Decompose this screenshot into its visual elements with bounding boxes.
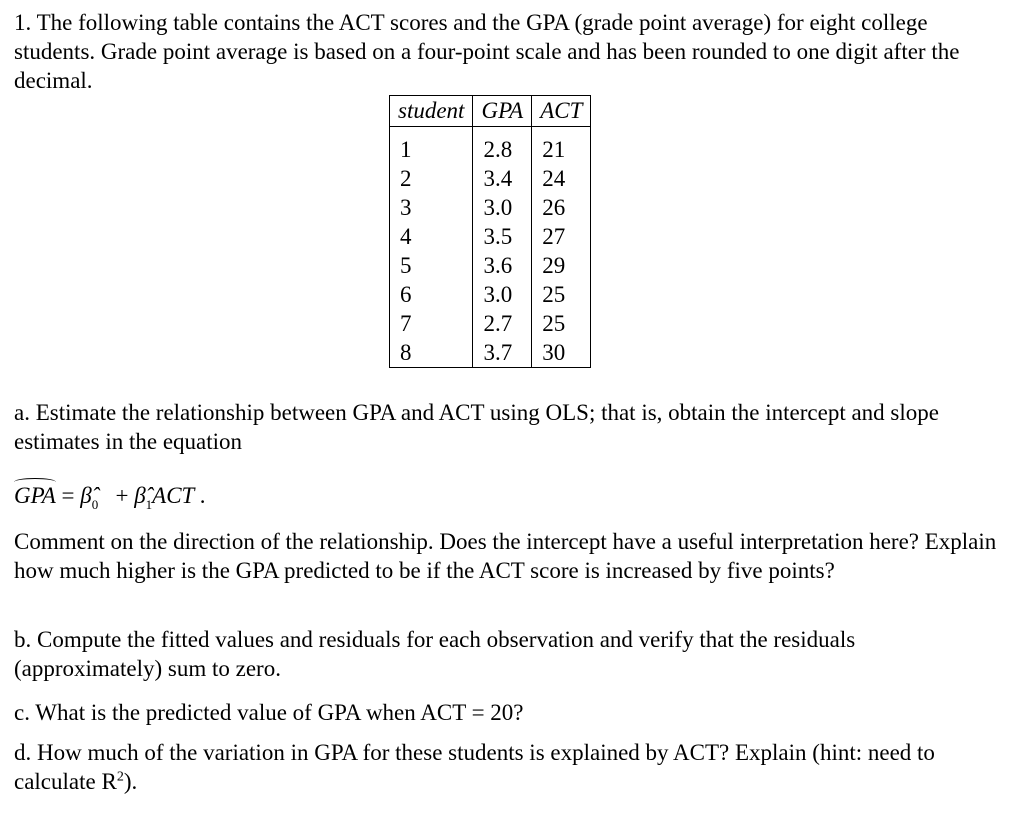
plus-sign: + — [115, 483, 129, 508]
beta-1: β̂ — [134, 483, 146, 508]
header-act: ACT — [532, 96, 591, 127]
table-row — [390, 309, 591, 338]
table-header-row — [390, 96, 591, 127]
cell-student: 6 — [390, 280, 473, 309]
part-b-text: b. Compute the fitted values and residuals for each observation and verify that the residuals (approximately) sum to zero. — [14, 627, 856, 681]
header-gpa: GPA — [473, 96, 532, 127]
cell-student: 3 — [390, 193, 473, 222]
part-d-main: d. How much of the variation in GPA for these students is explained by ACT? Explain (hint: need to calculate R — [14, 740, 935, 794]
equation-period: . — [199, 483, 206, 508]
part-a-continued: Comment on the direction of the relationship. Does the intercept have a useful interpretation here? Explain how much higher is the GPA predicted to be if the ACT score is increased by five points? — [14, 529, 997, 583]
cell-act: 25 — [532, 309, 591, 338]
cell-gpa: 3.5 — [473, 222, 532, 251]
act-gpa-table — [389, 95, 591, 368]
cell-student: 4 — [390, 222, 473, 251]
cell-act: 21 — [532, 127, 591, 165]
table-row — [390, 251, 591, 280]
cell-student: 7 — [390, 309, 473, 338]
gpa-hat: GPA — [14, 483, 56, 508]
table-row — [390, 164, 591, 193]
cell-act: 24 — [532, 164, 591, 193]
cell-gpa: 3.7 — [473, 338, 532, 368]
beta-0-subscript: 0 — [91, 497, 99, 512]
part-c-text: c. What is the predicted value of GPA when ACT = 20? — [14, 700, 524, 725]
cell-gpa: 3.4 — [473, 164, 532, 193]
part-d-text — [14, 738, 1009, 796]
cell-gpa: 3.6 — [473, 251, 532, 280]
table-row — [390, 193, 591, 222]
cell-gpa: 2.7 — [473, 309, 532, 338]
cell-act: 27 — [532, 222, 591, 251]
table-row — [390, 127, 591, 165]
cell-student: 1 — [390, 127, 473, 165]
r-squared-exponent: 2 — [116, 769, 124, 785]
cell-gpa: 3.0 — [473, 193, 532, 222]
data-table-container — [389, 95, 591, 368]
cell-gpa: 2.8 — [473, 127, 532, 165]
cell-act: 25 — [532, 280, 591, 309]
equals-sign: = — [61, 483, 75, 508]
cell-act: 29 — [532, 251, 591, 280]
regression-equation — [14, 481, 1009, 519]
table-row — [390, 338, 591, 368]
beta-0: β̂ — [80, 483, 92, 508]
cell-student: 5 — [390, 251, 473, 280]
table-row — [390, 222, 591, 251]
beta-1-subscript: 1 — [145, 497, 153, 512]
table-row — [390, 280, 591, 309]
part-d-end: ). — [123, 769, 138, 794]
act-variable: ACT — [152, 483, 194, 508]
question-intro: 1. The following table contains the ACT scores and the GPA (grade point average) for eight college students. Grade point average is based on a four-point scale and has been rounded to one digit after the decimal. — [14, 10, 960, 93]
header-student: student — [390, 96, 473, 127]
cell-student: 8 — [390, 338, 473, 368]
cell-act: 26 — [532, 193, 591, 222]
cell-act: 30 — [532, 338, 591, 368]
part-a-text: a. Estimate the relationship between GPA and ACT using OLS; that is, obtain the intercept and slope estimates in the equation — [14, 400, 939, 454]
cell-student: 2 — [390, 164, 473, 193]
cell-gpa: 3.0 — [473, 280, 532, 309]
